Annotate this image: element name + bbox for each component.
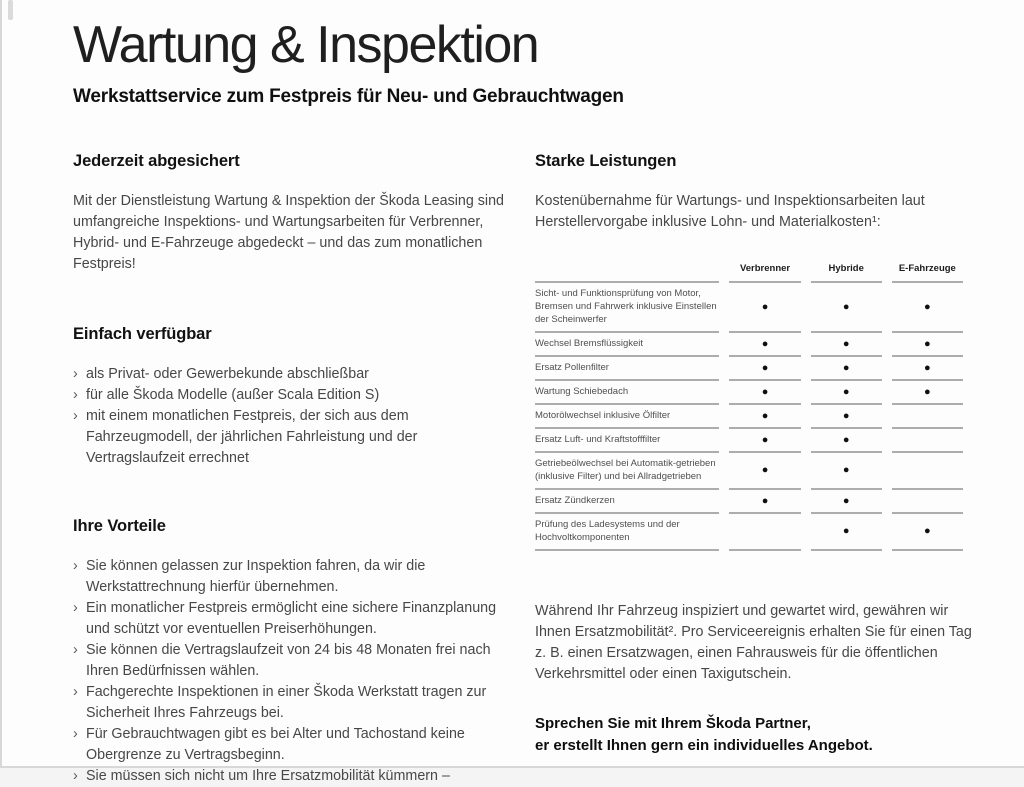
cta-line2: er erstellt Ihnen gern ein individuelles Angebot. bbox=[535, 737, 873, 754]
list-item bbox=[73, 640, 510, 682]
table-header-row bbox=[535, 263, 963, 283]
list-item-text: Ein monatlicher Festpreis ermöglicht eine sichere Finanzplanung und schützt vor eventuellen Preiserhöhungen. bbox=[86, 600, 497, 637]
included-dot-icon: ● bbox=[811, 405, 882, 429]
page-subtitle: Werkstattservice zum Festpreis für Neu- und Gebrauchtwagen bbox=[73, 85, 624, 107]
list-item bbox=[73, 406, 510, 469]
list-item bbox=[73, 364, 510, 385]
page-title: Wartung & Inspektion bbox=[73, 16, 539, 74]
row-label: Ersatz Pollenfilter bbox=[535, 357, 719, 381]
included-dot-icon: ● bbox=[729, 490, 800, 514]
empty-cell bbox=[892, 453, 963, 490]
included-dot-icon: ● bbox=[811, 357, 882, 381]
column-header: E-Fahrzeuge bbox=[892, 263, 963, 283]
section-jederzeit-abgesichert bbox=[73, 152, 510, 275]
section-paragraph: Kostenübernahme für Wartungs- und Inspektionsarbeiten laut Herstellervorgabe inklusive Lohn- und Materialkosten¹: bbox=[535, 193, 925, 230]
chevron-bullet-icon: › bbox=[73, 684, 78, 700]
column-header: Verbrenner bbox=[729, 263, 800, 283]
availability-list bbox=[73, 364, 510, 469]
benefits-list bbox=[73, 556, 510, 787]
row-label: Sicht- und Funktionsprüfung von Motor, Bremsen und Fahrwerk inklusive Einstellen der Scheinwerfer bbox=[535, 283, 719, 333]
section-paragraph: Mit der Dienstleistung Wartung & Inspektion der Škoda Leasing sind umfangreiche Inspektions- und Wartungsarbeiten für Verbrenner, Hybrid- und E-Fahrzeuge abgedeckt – und das zum monatlichen Festpreis! bbox=[73, 193, 504, 272]
included-dot-icon: ● bbox=[811, 453, 882, 490]
included-dot-icon: ● bbox=[811, 333, 882, 357]
scan-artifact bbox=[8, 0, 13, 20]
included-dot-icon: ● bbox=[892, 333, 963, 357]
row-label: Getriebeölwechsel bei Automatik-getrieben (inklusive Filter) und bei Allradgetrieben bbox=[535, 453, 719, 490]
empty-cell bbox=[892, 490, 963, 514]
empty-cell bbox=[892, 429, 963, 453]
table-row bbox=[535, 514, 963, 551]
included-dot-icon: ● bbox=[729, 429, 800, 453]
table-row bbox=[535, 283, 963, 333]
section-ihre-vorteile bbox=[73, 517, 510, 787]
section-heading: Ihre Vorteile bbox=[73, 517, 166, 535]
right-column bbox=[535, 152, 973, 787]
included-dot-icon: ● bbox=[892, 357, 963, 381]
section-heading: Einfach verfügbar bbox=[73, 325, 212, 343]
list-item bbox=[73, 385, 510, 406]
included-dot-icon: ● bbox=[729, 453, 800, 490]
included-dot-icon: ● bbox=[729, 357, 800, 381]
chevron-bullet-icon: › bbox=[73, 558, 78, 574]
section-einfach-verfuegbar bbox=[73, 325, 510, 469]
column-header: Hybride bbox=[811, 263, 882, 283]
table-row bbox=[535, 381, 963, 405]
included-dot-icon: ● bbox=[892, 514, 963, 551]
left-column bbox=[73, 152, 510, 787]
services-table bbox=[525, 263, 973, 551]
table-header-empty bbox=[535, 263, 719, 283]
included-dot-icon: ● bbox=[892, 381, 963, 405]
chevron-bullet-icon: › bbox=[73, 408, 78, 424]
section-heading: Jederzeit abgesichert bbox=[73, 152, 240, 170]
document-header bbox=[73, 18, 973, 108]
row-label: Ersatz Luft- und Kraftstofffilter bbox=[535, 429, 719, 453]
empty-cell bbox=[892, 405, 963, 429]
cta-text bbox=[535, 713, 973, 757]
row-label: Wartung Schiebedach bbox=[535, 381, 719, 405]
list-item-text: Fachgerechte Inspektionen in einer Škoda Werkstatt tragen zur Sicherheit Ihres Fahrzeugs bei. bbox=[86, 684, 487, 721]
included-dot-icon: ● bbox=[811, 283, 882, 333]
list-item-text: Sie können gelassen zur Inspektion fahren, da wir die Werkstattrechnung hierfür übernehmen. bbox=[86, 558, 426, 595]
table-row bbox=[535, 405, 963, 429]
table-row bbox=[535, 429, 963, 453]
section-heading: Starke Leistungen bbox=[535, 152, 677, 170]
list-item-text: für alle Škoda Modelle (außer Scala Edition S) bbox=[86, 387, 380, 403]
chevron-bullet-icon: › bbox=[73, 366, 78, 382]
content-columns bbox=[73, 152, 973, 787]
table-row bbox=[535, 490, 963, 514]
list-item bbox=[73, 766, 510, 787]
list-item-text: als Privat- oder Gewerbekunde abschließbar bbox=[86, 366, 369, 382]
table-row bbox=[535, 453, 963, 490]
list-item-text: Für Gebrauchtwagen gibt es bei Alter und Tachostand keine Obergrenze zu Vertragsbeginn. bbox=[86, 726, 465, 763]
empty-cell bbox=[729, 514, 800, 551]
chevron-bullet-icon: › bbox=[73, 768, 78, 784]
row-label: Prüfung des Ladesystems und der Hochvoltkomponenten bbox=[535, 514, 719, 551]
list-item bbox=[73, 682, 510, 724]
row-label: Motorölwechsel inklusive Ölfilter bbox=[535, 405, 719, 429]
included-dot-icon: ● bbox=[811, 381, 882, 405]
list-item-text: mit einem monatlichen Festpreis, der sich aus dem Fahrzeugmodell, der jährlichen Fahrleistung und der Vertragslaufzeit errechnet bbox=[86, 408, 418, 466]
chevron-bullet-icon: › bbox=[73, 642, 78, 658]
chevron-bullet-icon: › bbox=[73, 387, 78, 403]
table-row bbox=[535, 357, 963, 381]
chevron-bullet-icon: › bbox=[73, 726, 78, 742]
included-dot-icon: ● bbox=[811, 490, 882, 514]
table-row bbox=[535, 333, 963, 357]
row-label: Wechsel Bremsflüssigkeit bbox=[535, 333, 719, 357]
included-dot-icon: ● bbox=[729, 333, 800, 357]
mobility-paragraph: Während Ihr Fahrzeug inspiziert und gewartet wird, gewähren wir Ihnen Ersatzmobilität². Pro Serviceereignis erhalten Sie für einen Tag z. B. einen Ersatzwagen, einen Fahrausweis für die öffentlichen Verkehrsmittel oder einen Taxigutschein. bbox=[535, 603, 972, 682]
list-item bbox=[73, 556, 510, 598]
included-dot-icon: ● bbox=[811, 429, 882, 453]
included-dot-icon: ● bbox=[729, 381, 800, 405]
list-item-text: Sie müssen sich nicht um Ihre Ersatzmobilität kümmern – bbox=[86, 768, 450, 784]
included-dot-icon: ● bbox=[811, 514, 882, 551]
cta-line1: Sprechen Sie mit Ihrem Škoda Partner, bbox=[535, 715, 811, 732]
list-item bbox=[73, 724, 510, 766]
list-item bbox=[73, 598, 510, 640]
list-item-text: Sie können die Vertragslaufzeit von 24 bis 48 Monaten frei nach Ihren Bedürfnissen wählen. bbox=[86, 642, 491, 679]
included-dot-icon: ● bbox=[729, 283, 800, 333]
included-dot-icon: ● bbox=[729, 405, 800, 429]
section-starke-leistungen bbox=[535, 152, 973, 757]
row-label: Ersatz Zündkerzen bbox=[535, 490, 719, 514]
included-dot-icon: ● bbox=[892, 283, 963, 333]
chevron-bullet-icon: › bbox=[73, 600, 78, 616]
